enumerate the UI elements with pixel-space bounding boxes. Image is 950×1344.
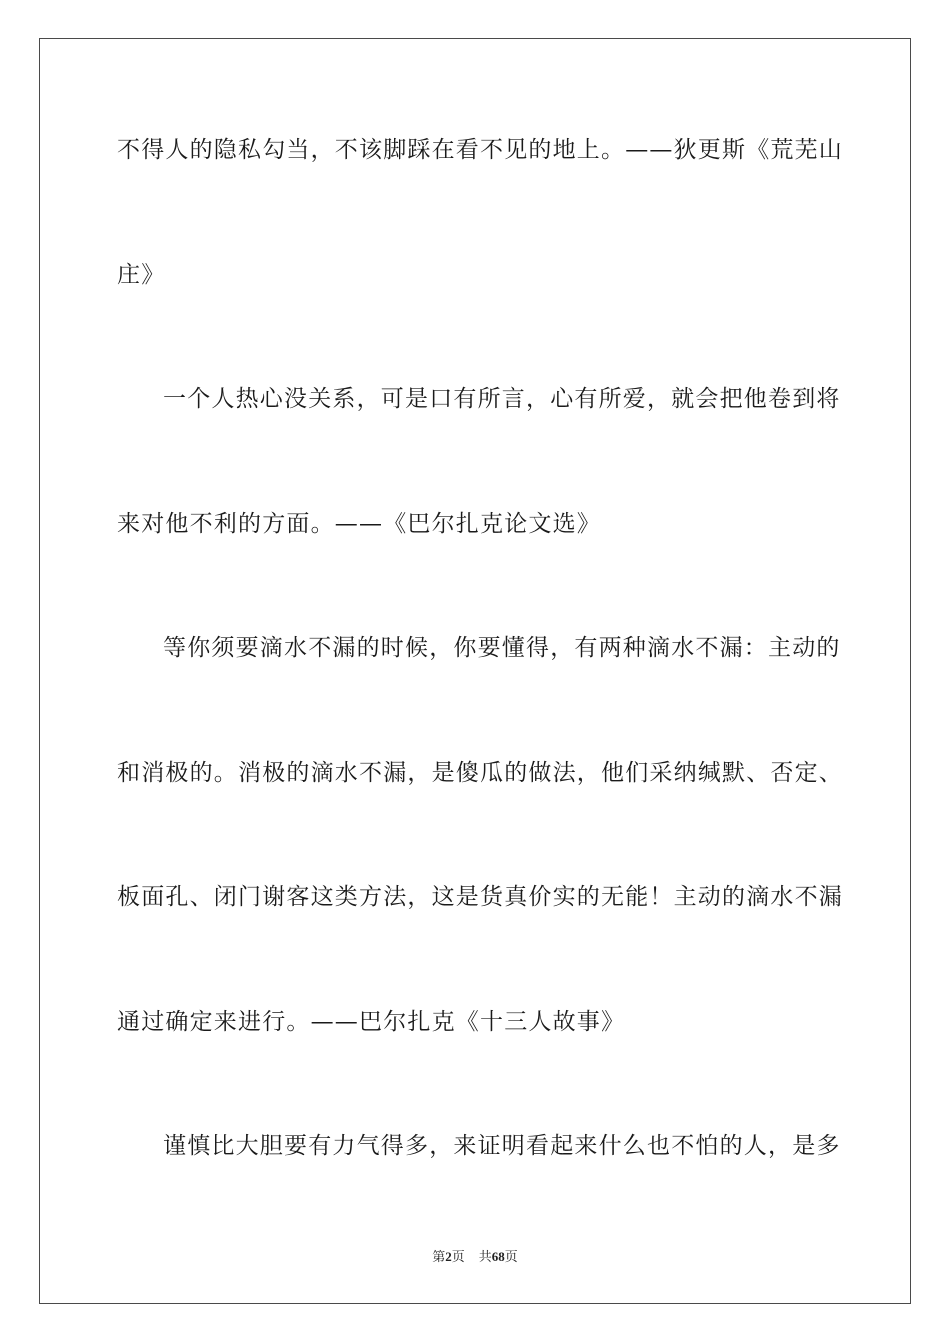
text-line-9: 谨慎比大胆要有力气得多，来证明看起来什么也不怕的人，是多 <box>163 1133 841 1159</box>
total-pages: 68 <box>491 1249 505 1264</box>
text-line-1: 不得人的隐私勾当，不该脚踩在看不见的地上。——狄更斯《荒芜山 <box>117 137 843 163</box>
text-line-7: 板面孔、闭门谢客这类方法，这是货真价实的无能！主动的滴水不漏 <box>117 884 843 910</box>
page-footer <box>0 1248 950 1267</box>
text-line-6: 和消极的。消极的滴水不漏，是傻瓜的做法，他们采纳缄默、否定、 <box>117 760 843 786</box>
text-line-4: 来对他不利的方面。——《巴尔扎克论文选》 <box>117 511 601 537</box>
page-number: 2 <box>445 1249 452 1264</box>
page-prefix: 第 <box>432 1250 446 1265</box>
total-prefix: 共 <box>478 1250 492 1265</box>
text-line-8: 通过确定来进行。——巴尔扎克《十三人故事》 <box>117 1009 626 1035</box>
page-border <box>39 38 911 1304</box>
text-line-5: 等你须要滴水不漏的时候，你要懂得，有两种滴水不漏：主动的 <box>163 635 841 661</box>
text-line-2: 庄》 <box>117 262 166 288</box>
total-suffix: 页 <box>504 1250 518 1265</box>
page-suffix: 页 <box>451 1250 465 1265</box>
text-line-3: 一个人热心没关系，可是口有所言，心有所爱，就会把他卷到将 <box>163 386 841 412</box>
